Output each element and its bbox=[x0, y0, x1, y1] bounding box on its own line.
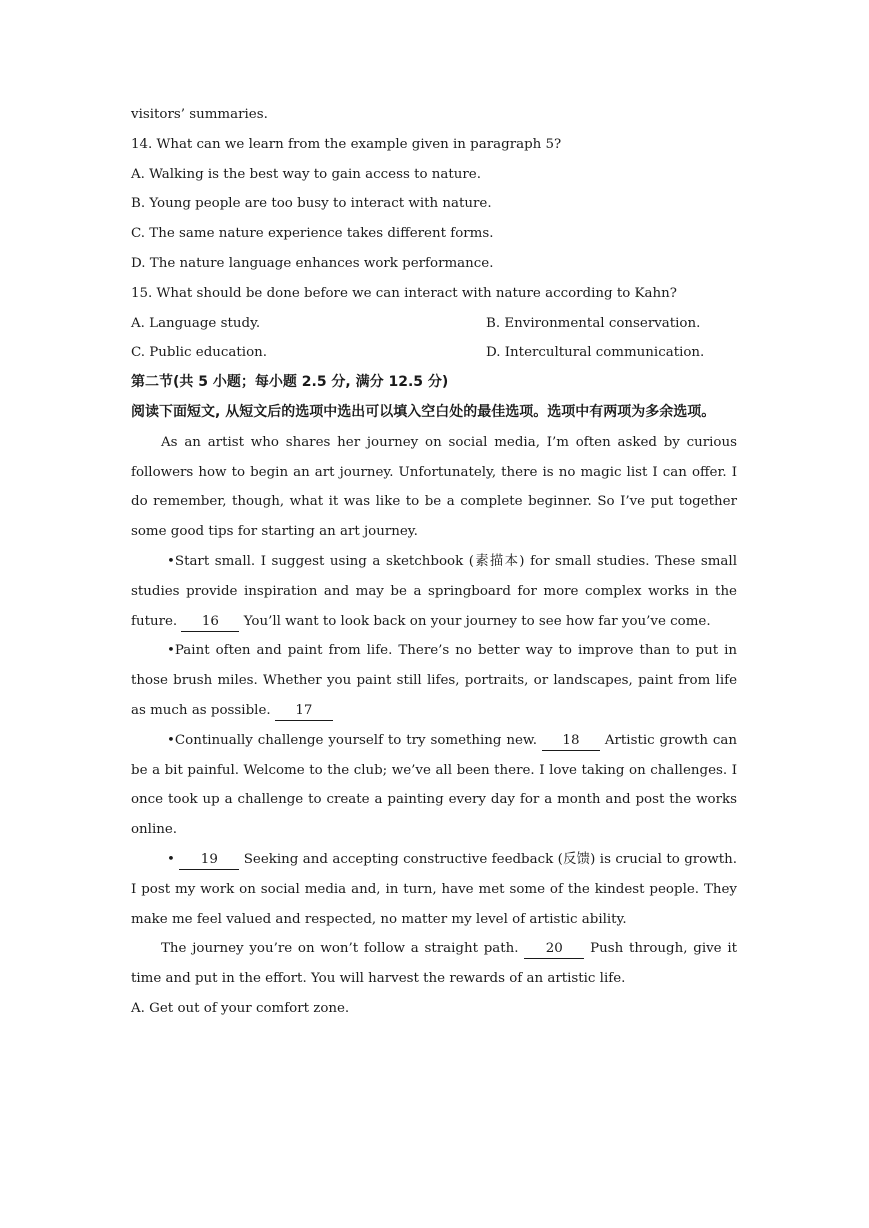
tip-challenge bbox=[131, 726, 737, 845]
question-14-option-a: A. Walking is the best way to gain access to nature. bbox=[131, 166, 481, 182]
question-15-options-row-1 bbox=[131, 309, 737, 339]
question-15-option-d: D. Intercultural communication. bbox=[486, 345, 705, 361]
question-15-option-c: C. Public education. bbox=[131, 345, 268, 361]
blank-19[interactable]: 19 bbox=[179, 851, 239, 870]
tip-feedback-text: Seeking and accepting constructive feedback (反馈) is crucial to growth. I post my work on social media and, in turn, have met some of the kindest people. They make me feel valued and respected, no matter my level of artistic ability. bbox=[131, 851, 737, 927]
page-content bbox=[131, 100, 737, 1024]
tip-paint-often-text: •Paint often and paint from life. There’s no better way to improve than to put in those brush miles. Whether you paint still lifes, portraits, or landscapes, paint from life as much as possible. bbox=[131, 643, 737, 718]
bullet-icon: • bbox=[167, 851, 175, 867]
blank-18[interactable]: 18 bbox=[542, 732, 600, 751]
question-14-option-b: B. Young people are too busy to interact with nature. bbox=[131, 196, 492, 212]
question-14-option-d: D. The nature language enhances work performance. bbox=[131, 255, 494, 271]
question-14-stem: 14. What can we learn from the example given in paragraph 5? bbox=[131, 136, 562, 152]
passage-closing-text-2: Push through, give it time and put in the effort. You will harvest the rewards of an artistic life. bbox=[131, 941, 738, 987]
blank-16[interactable]: 16 bbox=[181, 613, 239, 632]
tip-challenge-text: •Continually challenge yourself to try something new. bbox=[167, 732, 538, 748]
question-15-stem: 15. What should be done before we can interact with nature according to Kahn? bbox=[131, 285, 677, 301]
question-15-option-b: B. Environmental conservation. bbox=[486, 315, 701, 331]
question-15-options-row-2 bbox=[131, 338, 737, 368]
question-15-option-a: A. Language study. bbox=[131, 315, 261, 331]
tip-start-small-text-2: You’ll want to look back on your journey to see how far you’ve come. bbox=[243, 613, 711, 629]
tip-challenge-text-2: Artistic growth can be a bit painful. Welcome to the club; we’ve all been there. I love taking on challenges. I once took up a challenge to create a painting every day for a month and post the works online. bbox=[131, 732, 737, 838]
passage-closing-text: The journey you’re on won’t follow a straight path. bbox=[161, 941, 519, 957]
passage-intro: As an artist who shares her journey on social media, I’m often asked by curious followers how to begin an art journey. Unfortunately, there is no magic list I can offer. I do remember, though, what it was like to be a complete beginner. So I’ve put together some good tips for starting an art journey. bbox=[131, 434, 737, 540]
section-header: 第二节(共 5 小题；每小题 2.5 分, 满分 12.5 分) bbox=[131, 374, 449, 391]
passage-fragment: visitors’ summaries. bbox=[131, 107, 268, 122]
passage-closing bbox=[131, 934, 737, 994]
tip-start-small-text: •Start small. I suggest using a sketchbook (素描本) for small studies. These small studies provide inspiration and may be a springboard for more complex works in the future. bbox=[131, 553, 737, 629]
section-instruction: 阅读下面短文, 从短文后的选项中选出可以填入空白处的最佳选项。选项中有两项为多余选项。 bbox=[131, 403, 716, 420]
tip-start-small bbox=[131, 547, 737, 636]
blank-20[interactable]: 20 bbox=[524, 940, 584, 959]
blank-17[interactable]: 17 bbox=[275, 702, 333, 721]
tip-paint-often bbox=[131, 636, 737, 725]
question-14-option-c: C. The same nature experience takes different forms. bbox=[131, 226, 494, 242]
answer-option-a: A. Get out of your comfort zone. bbox=[131, 1000, 350, 1016]
tip-feedback bbox=[131, 845, 737, 934]
